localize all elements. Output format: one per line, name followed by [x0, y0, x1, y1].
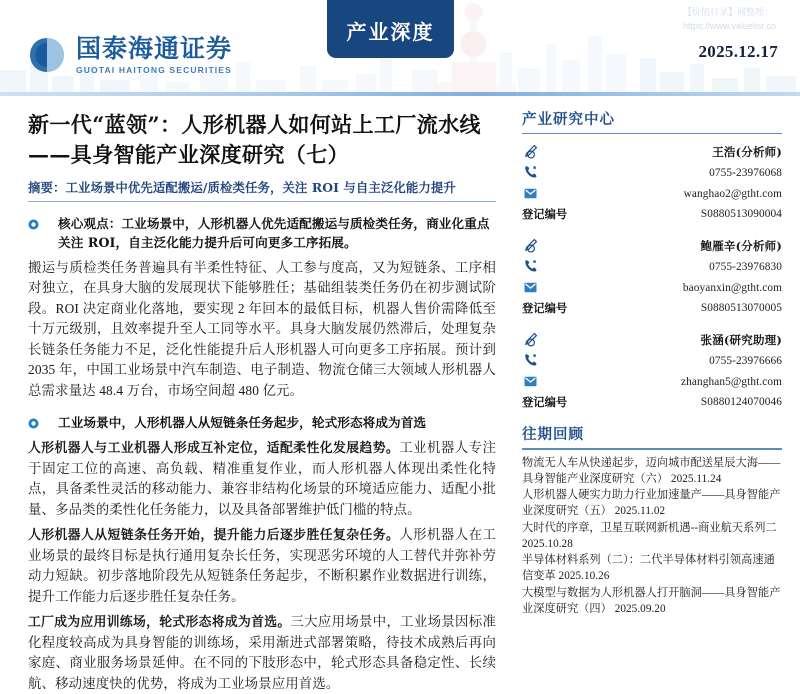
- brand-name-en: GUOTAI HAITONG SECURITIES: [76, 65, 232, 75]
- envelope-icon: [522, 373, 539, 390]
- phone-icon: [522, 352, 539, 369]
- page-header: [0, 0, 800, 96]
- ring-bullet-icon: [28, 418, 39, 429]
- section-heading-row: [28, 414, 496, 433]
- sidebar-column: [512, 96, 800, 672]
- main-content-column: [0, 96, 512, 691]
- registration-label: 登记编号: [522, 301, 568, 316]
- ring-bullet-icon: [28, 219, 39, 230]
- envelope-icon: [522, 185, 539, 202]
- past-reports-divider: [522, 448, 782, 449]
- analyst-phone-row: [522, 350, 782, 371]
- analyst-name: 张涵(研究助理): [700, 332, 782, 347]
- analyst-name-row: [522, 235, 782, 256]
- analyst-name-row: [522, 141, 782, 162]
- analyst-email-row: [522, 371, 782, 392]
- envelope-icon: [522, 279, 539, 296]
- paragraph-body: 工业机器人专注于固定工位的高速、高负载、精准重复作业，而人形机器人体现出柔性化特点，具备柔性灵活的移动能力、兼容非结构化场景的环境适应能力、适配小批量、多品类的柔性化任务能力，以及具备部署维护低门槛的特点。: [28, 440, 496, 517]
- paragraph-body: 人形机器人在工业场景的最终目标是执行通用复杂长任务，实现恶劣环境的人工替代并弥补劳动力短缺。初步落地阶段先从短链条任务起步，不断积累作业数据进行训练，提升工作能力后逐步胜任复杂任务。: [28, 527, 496, 604]
- analyst-phone[interactable]: 0755-23976068: [709, 166, 782, 179]
- page-title: 新一代“蓝领”：人形机器人如何站上工厂流水线——具身智能产业深度研究（七）: [28, 112, 481, 167]
- analyst-email-row: [522, 183, 782, 204]
- analyst-registration-row: [522, 298, 782, 318]
- past-report-item[interactable]: 半导体材料系列（二）：二代半导体材料引领高速通信变革 2025.10.26: [522, 554, 775, 583]
- paragraph-bold-lead: 人形机器人与工业机器人形成互补定位，适配柔性化发展趋势。: [28, 441, 400, 457]
- analyst-phone-row: [522, 162, 782, 183]
- site-watermark: [683, 6, 776, 33]
- analyst-name: 鲍雁辛(分析师): [700, 238, 782, 253]
- paragraph-bold-lead: 人形机器人从短链条任务开始，提升能力后逐步胜任复杂任务。: [28, 528, 400, 544]
- analyst-phone[interactable]: 0755-23976666: [709, 354, 782, 367]
- page-body: [0, 96, 800, 691]
- analyst-name: 王浩(分析师): [712, 144, 782, 159]
- guotai-haitong-logo-icon: [28, 36, 66, 74]
- section-industrial-scenario: [28, 414, 496, 694]
- past-report-item[interactable]: 大时代的序章，卫星互联网新机遇--商业航天系列二 2025.10.28: [522, 521, 777, 550]
- paragraph: [28, 525, 496, 607]
- section-heading-text: 核心观点：工业场景中，人形机器人优先适配搬运与质检类任务，商业化重点关注 ROI，自主泛化能力提升后可向更多工序拓展。: [58, 215, 490, 250]
- paragraph: [28, 612, 496, 694]
- paragraph-body: 三大应用场景中，工业场景因标准化程度较高成为具身智能的训练场，采用渐进式部署策略，待技术成熟后再向家庭、商业服务场景延伸。在不同的下肢形态中，轮式形态具备稳定性、长续航、移动速度快的优势，将成为工业场景应用首选。: [28, 614, 497, 691]
- analyst-phone-row: [522, 256, 782, 277]
- paragraph: [28, 258, 496, 402]
- phone-icon: [522, 258, 539, 275]
- analyst-name-row: [522, 329, 782, 350]
- registration-number: S0880513070005: [700, 302, 782, 315]
- analyst-card: [522, 235, 782, 318]
- section-heading-text: 工业场景中，人形机器人从短链条任务起步，轮式形态将成为首选: [58, 415, 427, 431]
- report-date: 2025.12.17: [698, 42, 778, 61]
- brand-name-cn: 国泰海通证券: [76, 34, 233, 63]
- registration-label: 登记编号: [522, 207, 568, 222]
- paragraph-bold-lead: 工厂成为应用训练场，轮式形态将成为首选。: [28, 615, 291, 631]
- past-reports-title: 往期回顾: [522, 426, 584, 444]
- past-report-item[interactable]: 人形机器人硬实力助力行业加速量产——具身智能产业深度研究（五） 2025.11.02: [522, 489, 781, 518]
- analyst-email[interactable]: wanghao2@gtht.com: [683, 187, 782, 200]
- analyst-card: [522, 329, 782, 412]
- paragraph: [28, 438, 496, 520]
- pen-signature-icon: [522, 143, 539, 160]
- abstract-text: 摘要：工业场景中优先适配搬运/质检类任务，关注 ROI 与自主泛化能力提升: [28, 179, 456, 195]
- section-core-view: [28, 215, 496, 401]
- analyst-email[interactable]: baoyanxin@gtht.com: [682, 281, 782, 294]
- registration-number: S0880513090004: [700, 208, 782, 221]
- past-report-item[interactable]: 物流无人车从快递起步，迈向城市配送星辰大海——具身智能产业深度研究（六） 2025.11.24: [522, 456, 781, 486]
- analyst-email-row: [522, 277, 782, 298]
- pen-signature-icon: [522, 237, 539, 254]
- report-type-label: 产业深度: [346, 20, 435, 44]
- sidebar-divider: [522, 133, 782, 134]
- watermark-line-2: https://www.valuelist.cn: [682, 20, 776, 31]
- paragraph-body: 搬运与质检类任务普遍具有半柔性特征、人工参与度高，又为短链条、工序相对独立，在具身大脑的发展现状下能够胜任；基础组装类任务仍在初步测试阶段。ROI 决定商业化落地，要实现 2 年回本的最低目标，机器人售价需降低至十万元级别，且效率提升至人工同等水平。具身大脑发展仍然滞后，处理复杂长链条任务能力不足，泛化性能提升后人形机器人可向更多工序拓展。预计到 2035 年，中国工业场景中汽车制造、电子制造、物流仓储三大领域人形机器人总需求量达 48.4 万台，市场空间超 480 亿元。: [28, 259, 496, 398]
- analyst-phone[interactable]: 0755-23976830: [709, 260, 782, 273]
- registration-label: 登记编号: [522, 395, 568, 410]
- past-reports-block: [522, 423, 782, 617]
- analyst-card: [522, 141, 782, 224]
- abstract-row: [28, 179, 496, 202]
- watermark-line-1: 【价值目录】网整理：: [682, 7, 773, 17]
- phone-icon: [522, 164, 539, 181]
- analyst-registration-row: [522, 392, 782, 412]
- pen-signature-icon: [522, 331, 539, 348]
- report-type-badge: [327, 0, 454, 58]
- analyst-email[interactable]: zhanghan5@gtht.com: [681, 375, 782, 388]
- sidebar-title: 产业研究中心: [522, 111, 615, 128]
- analyst-registration-row: [522, 204, 782, 224]
- brand-logo: [28, 36, 232, 75]
- past-report-item[interactable]: 大模型与数据为人形机器人打开脑洞——具身智能产业深度研究（四） 2025.09.20: [522, 586, 781, 615]
- section-heading-row: [28, 215, 496, 253]
- registration-number: S0880124070046: [700, 396, 782, 409]
